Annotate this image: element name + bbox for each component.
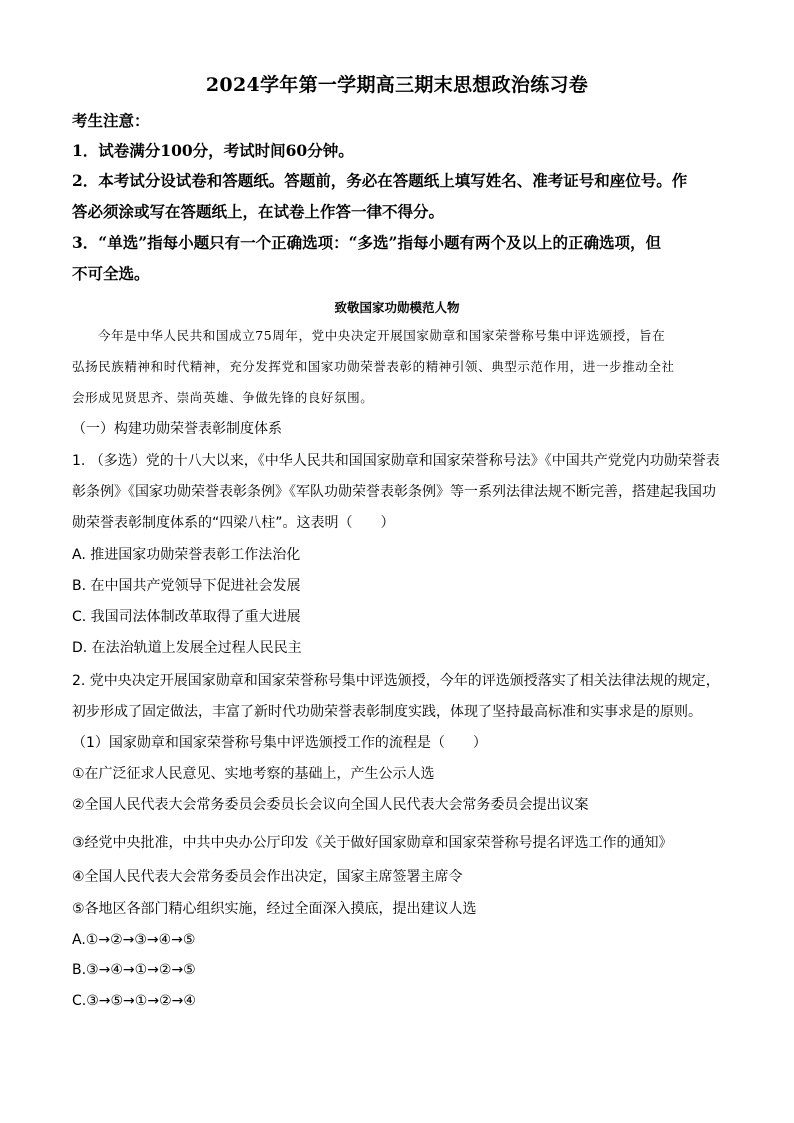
intro-line-1: 今年是中华人民共和国成立75周年，党中央决定开展国家勋章和国家荣誉称号集中评选颁授，旨在 <box>98 328 666 343</box>
question-1-option-a: A. 推进国家功勋荣誉表彰工作法治化 <box>72 547 301 563</box>
question-1-option-b: B. 在中国共产党领导下促进社会发展 <box>72 578 301 594</box>
question-2-line-2: 初步形成了固定做法，丰富了新时代功勋荣誉表彰制度实践，体现了坚持最高标准和实事求是的原则。 <box>72 704 702 720</box>
question-1-option-c: C. 我国司法体制改革取得了重大进展 <box>72 609 301 625</box>
notice-item-3-line-1: 3．“单选”指每小题只有一个正确选项：“多选”指每小题有两个及以上的正确选项，但 <box>72 233 661 252</box>
question-1-option-d: D. 在法治轨道上发展全过程人民民主 <box>72 640 302 656</box>
notice-item-1: 1．试卷满分100分，考试时间60分钟。 <box>72 141 354 160</box>
question-2-step-3: ③经党中央批准，中共中央办公厅印发《关于做好国家勋章和国家荣誉称号提名评选工作的通知》 <box>72 835 673 851</box>
intro-line-3: 会形成见贤思齐、崇尚英雄、争做先锋的良好氛围。 <box>72 390 374 405</box>
question-2-option-c: C.③→⑤→①→②→④ <box>72 993 196 1009</box>
section-title: 致敬国家功勋模范人物 <box>334 300 460 315</box>
question-2-step-2: ②全国人民代表大会常务委员会委员长会议向全国人民代表大会常务委员会提出议案 <box>72 797 589 813</box>
question-1-line-3: 勋荣誉表彰制度体系的“四梁八柱”。这表明（ ） <box>72 515 395 531</box>
question-2-step-5: ⑤各地区各部门精心组织实施，经过全面深入摸底，提出建议人选 <box>72 901 477 917</box>
question-2-option-b: B.③→④→①→②→⑤ <box>72 962 196 978</box>
part-1-heading: （一）构建功勋荣誉表彰制度体系 <box>72 421 282 437</box>
question-2-line-1: 2. 党中央决定开展国家勋章和国家荣誉称号集中评选颁授，今年的评选颁授落实了相关法律法规的规定， <box>72 673 720 689</box>
question-1-line-2: 彰条例》《国家功勋荣誉表彰条例》《军队功勋荣誉表彰条例》等一系列法律法规不断完善，搭建起我国功 <box>72 484 716 500</box>
question-2-option-a: A.①→②→③→④→⑤ <box>72 932 196 948</box>
question-2-step-1: ①在广泛征求人民意见、实地考察的基础上，产生公示人选 <box>72 766 435 782</box>
question-2-sub-1: （1）国家勋章和国家荣誉称号集中评选颁授工作的流程是（ ） <box>72 735 487 751</box>
notice-item-2-line-1: 2．本考试分设试卷和答题纸。答题前，务必在答题纸上填写姓名、准考证号和座位号。作 <box>72 171 688 190</box>
question-1-line-1: 1. （多选）党的十八大以来，《中华人民共和国国家勋章和国家荣誉称号法》《中国共产党党内功勋荣誉表 <box>72 453 720 469</box>
notice-item-2-line-2: 答必须涂或写在答题纸上，在试卷上作答一律不得分。 <box>72 202 445 221</box>
notice-item-3-line-2: 不可全选。 <box>72 264 150 283</box>
question-2-step-4: ④全国人民代表大会常务委员会作出决定，国家主席签署主席令 <box>72 869 463 885</box>
page-title: 2024学年第一学期高三期末思想政治练习卷 <box>205 74 589 96</box>
intro-line-2: 弘扬民族精神和时代精神，充分发挥党和国家功勋荣誉表彰的精神引领、典型示范作用，进一步推动全社 <box>72 359 675 374</box>
notice-heading: 考生注意： <box>72 111 150 130</box>
